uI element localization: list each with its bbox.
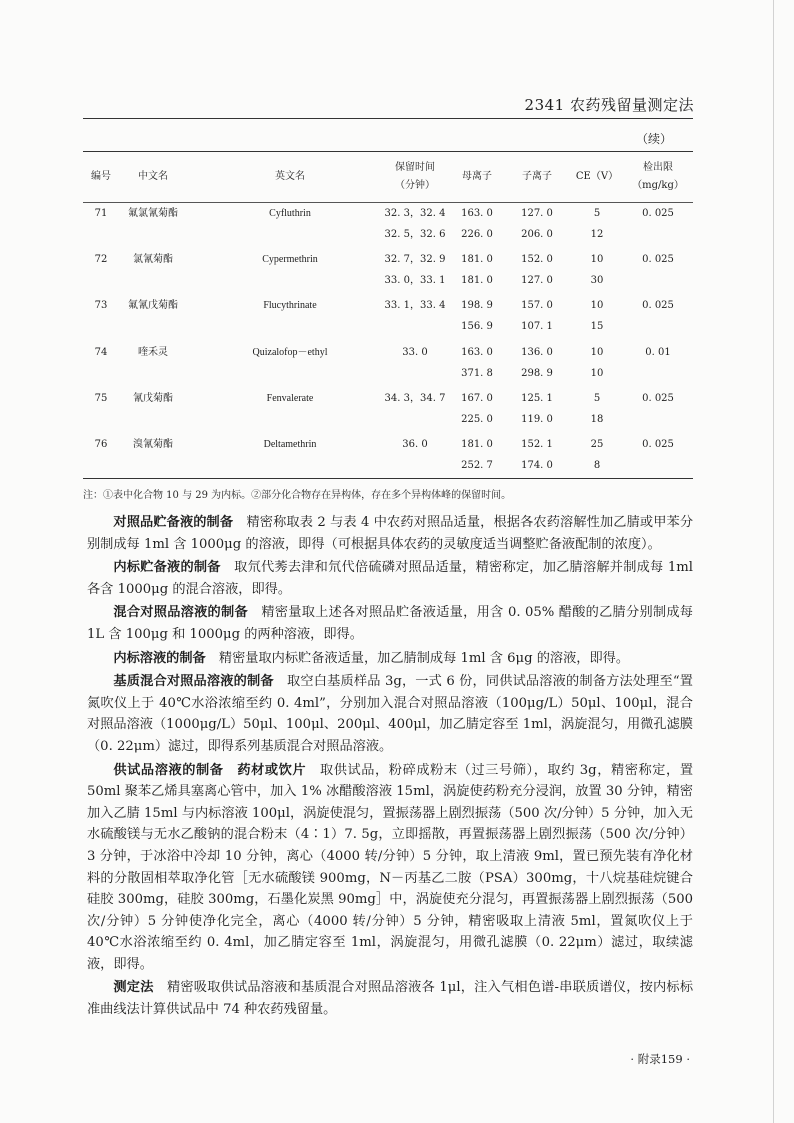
paragraph-heading: 基质混合对照品溶液的制备 <box>113 674 274 690</box>
col-header-product: 子离子 <box>522 171 552 182</box>
paragraph-text: 精密量取上述各对照品贮备液适量，用含 0. 05% 醋酸的乙腈分别制成每 1L 含 100μg 和 1000μg 的两种溶液，即得。 <box>87 605 693 642</box>
paragraph <box>87 977 693 1020</box>
paragraph <box>87 602 693 645</box>
cell-product: 107. 1 <box>521 321 553 332</box>
paragraph-heading: 供试品溶液的制备 药材或饮片 <box>113 762 307 778</box>
cell-product: 125. 1 <box>521 393 553 404</box>
cell-product: 119. 0 <box>521 414 553 425</box>
paragraph <box>87 671 693 757</box>
cell-ce: 10 <box>590 368 604 379</box>
cell-product: 152. 0 <box>521 254 553 265</box>
cell-lod: 0. 025 <box>642 300 674 311</box>
cell-product: 206. 0 <box>521 229 553 240</box>
cell-rt: 33. 1，33. 4 <box>384 300 446 311</box>
cell-product: 136. 0 <box>521 347 553 358</box>
cell-parent: 163. 0 <box>461 208 493 219</box>
cell-cn: 溴氰菊酯 <box>133 439 173 450</box>
cell-product: 174. 0 <box>521 460 553 471</box>
cell-no: 71 <box>94 208 108 219</box>
cell-parent: 163. 0 <box>461 347 493 358</box>
col-header-lod-line2: （mg/kg） <box>632 180 684 191</box>
cell-rt: 34. 3，34. 7 <box>384 393 446 404</box>
cell-parent: 181. 0 <box>461 275 493 286</box>
cell-lod: 0. 01 <box>645 347 671 358</box>
cell-cn: 氟氰戊菊酯 <box>128 300 178 311</box>
cell-no: 74 <box>94 347 108 358</box>
paragraph-text: 取空白基质样品 3g，一式 6 份，同供试品溶液的制备方法处理至“置氮吹仪上于 40℃水浴浓缩至约 0. 4ml”，分别加入混合对照品溶液（100μg/L）50μl、100μl，混合对照品溶液（1000μg/L）50μl、100μl、200μl、400μl，加乙腈定容至 1ml，涡旋混匀，用微孔滤膜（0. 22μm）滤过，即得系列基质混合对照品溶液。 <box>87 674 693 754</box>
cell-parent: 371. 8 <box>461 368 493 379</box>
running-header: 2341 农药残留量测定法 <box>524 96 694 114</box>
cell-ce: 30 <box>590 275 604 286</box>
cell-cn: 氰戊菊酯 <box>133 393 173 404</box>
paragraph-text: 精密称取表 2 与表 4 中农药对照品适量，根据各农药溶解性加乙腈或甲苯分别制成每 1ml 含 1000μg 的溶液，即得（可根据具体农药的灵敏度适当调整贮备液配制的浓度）。 <box>87 515 694 552</box>
page-number: · 附录159 · <box>630 1052 690 1066</box>
col-header-lod-line1: 检出限 <box>643 162 673 173</box>
cell-product: 152. 1 <box>521 439 553 450</box>
cell-ce: 15 <box>590 321 604 332</box>
cell-rt: 36. 0 <box>402 439 428 450</box>
cell-parent: 156. 9 <box>461 321 493 332</box>
table-top-rule <box>83 151 693 152</box>
paragraph-heading: 测定法 <box>113 980 154 996</box>
cell-en: Quizalofop－ethyl <box>252 347 328 358</box>
cell-ce: 25 <box>590 439 604 450</box>
paragraph-text: 精密量取内标贮备液适量，加乙腈制成每 1ml 含 6μg 的溶液，即得。 <box>205 650 630 666</box>
header-rule <box>83 118 693 119</box>
body-text <box>87 512 693 1023</box>
cell-en: Cyfluthrin <box>269 208 311 219</box>
table-note: 注：①表中化合物 10 与 29 为内标。②部分化合物存在异构体，存在多个异构体峰的保留时间。 <box>83 490 512 501</box>
col-header-no: 编号 <box>91 171 111 182</box>
paragraph-heading: 对照品贮备液的制备 <box>113 515 234 530</box>
col-header-parent: 母离子 <box>462 171 492 182</box>
cell-lod: 0. 025 <box>642 439 674 450</box>
cell-ce: 5 <box>593 393 601 404</box>
cell-no: 75 <box>94 393 108 404</box>
cell-rt: 32. 7，32. 9 <box>384 254 446 265</box>
cell-en: Cypermethrin <box>262 254 318 265</box>
cell-product: 127. 0 <box>521 275 553 286</box>
cell-no: 73 <box>94 300 108 311</box>
cell-ce: 5 <box>593 208 601 219</box>
paragraph-heading: 内标贮备液的制备 <box>113 560 221 576</box>
page-edge-line <box>773 0 774 1123</box>
col-header-cn: 中文名 <box>138 171 168 182</box>
cell-no: 72 <box>94 254 108 265</box>
cell-lod: 0. 025 <box>642 208 674 219</box>
paragraph-text: 精密吸取供试品溶液和基质混合对照品溶液各 1μl，注入气相色谱-串联质谱仪，按内标标准曲线法计算供试品中 74 种农药残留量。 <box>87 980 694 1018</box>
col-header-en: 英文名 <box>275 171 305 182</box>
paragraph-text: 取氘代莠去津和氘代倍硫磷对照品适量，精密称定，加乙腈溶解并制成每 1ml 各含 1000μg 的混合溶液，即得。 <box>87 560 694 597</box>
cell-product: 157. 0 <box>521 300 553 311</box>
paragraph <box>87 648 693 670</box>
paragraph-heading: 混合对照品溶液的制备 <box>113 605 248 621</box>
cell-cn: 喹禾灵 <box>138 347 168 358</box>
cell-parent: 167. 0 <box>461 393 493 404</box>
cell-rt: 33. 0 <box>402 347 428 358</box>
paragraph <box>87 557 693 600</box>
paragraph-text: 取供试品，粉碎成粉末（过三号筛），取约 3g，精密称定，置 50ml 聚苯乙烯具塞离心管中，加入 1% 冰醋酸溶液 15ml，涡旋使药粉充分浸润，放置 30 分钟，精密加入乙腈 15ml 与内标溶液 100μl，涡旋使混匀，置振荡器上剧烈振荡（500 次/分钟）5 分钟，加入无水硫酸镁与无水乙酸钠的混合粉末（4∶1）7. 5g，立即摇散，再置振荡器上剧烈振荡（500 次/分钟）3 分钟，于冰浴中冷却 10 分钟，离心（4000 转/分钟）5 分钟，取上清液 9ml，置已预先装有净化材料的分散固相萃取净化管［无水硫酸镁 900mg，N－丙基乙二胺（PSA）300mg，十八烷基硅烷键合硅胶 300mg，硅胶 300mg，石墨化炭黑 90mg］中，涡旋使充分混匀，再置振荡器上剧烈振荡（500 次/分钟）5 分钟使净化完全，离心（4000 转/分钟）5 分钟，精密吸取上清液 5ml，置氮吹仪上于 40℃水浴浓缩至约 0. 4ml，加乙腈定容至 1ml，涡旋混匀，用微孔滤膜（0. 22μm）滤过，取续滤液，即得。 <box>87 762 694 972</box>
cell-ce: 10 <box>590 254 604 265</box>
cell-rt: 32. 5，32. 6 <box>384 229 446 240</box>
col-header-rt-line2: （分钟） <box>395 180 435 191</box>
paragraph <box>87 760 693 976</box>
cell-rt: 33. 0，33. 1 <box>384 275 446 286</box>
cell-product: 298. 9 <box>521 368 553 379</box>
cell-product: 127. 0 <box>521 208 553 219</box>
cell-parent: 225. 0 <box>461 414 493 425</box>
cell-parent: 198. 9 <box>461 300 493 311</box>
col-header-rt-line1: 保留时间 <box>395 162 435 173</box>
cell-rt: 32. 3，32. 4 <box>384 208 446 219</box>
cell-parent: 226. 0 <box>461 229 493 240</box>
cell-ce: 10 <box>590 300 604 311</box>
cell-ce: 8 <box>593 460 601 471</box>
cell-parent: 181. 0 <box>461 439 493 450</box>
cell-ce: 18 <box>590 414 604 425</box>
cell-ce: 10 <box>590 347 604 358</box>
table-bottom-rule <box>83 478 693 479</box>
cell-parent: 252. 7 <box>461 460 493 471</box>
cell-parent: 181. 0 <box>461 254 493 265</box>
cell-lod: 0. 025 <box>642 393 674 404</box>
paragraph <box>87 512 693 555</box>
cell-cn: 氯氰菊酯 <box>133 254 173 265</box>
paragraph-heading: 内标溶液的制备 <box>113 650 206 666</box>
cell-cn: 氟氯氰菊酯 <box>128 208 178 219</box>
cell-en: Flucythrinate <box>263 300 317 311</box>
table-header-rule <box>83 202 693 203</box>
table-continued-label: （续） <box>636 132 673 146</box>
col-header-ce: CE（V） <box>575 171 619 182</box>
cell-no: 76 <box>94 439 108 450</box>
cell-lod: 0. 025 <box>642 254 674 265</box>
cell-en: Deltamethrin <box>263 439 317 450</box>
cell-ce: 12 <box>590 229 604 240</box>
cell-en: Fenvalerate <box>266 393 314 404</box>
